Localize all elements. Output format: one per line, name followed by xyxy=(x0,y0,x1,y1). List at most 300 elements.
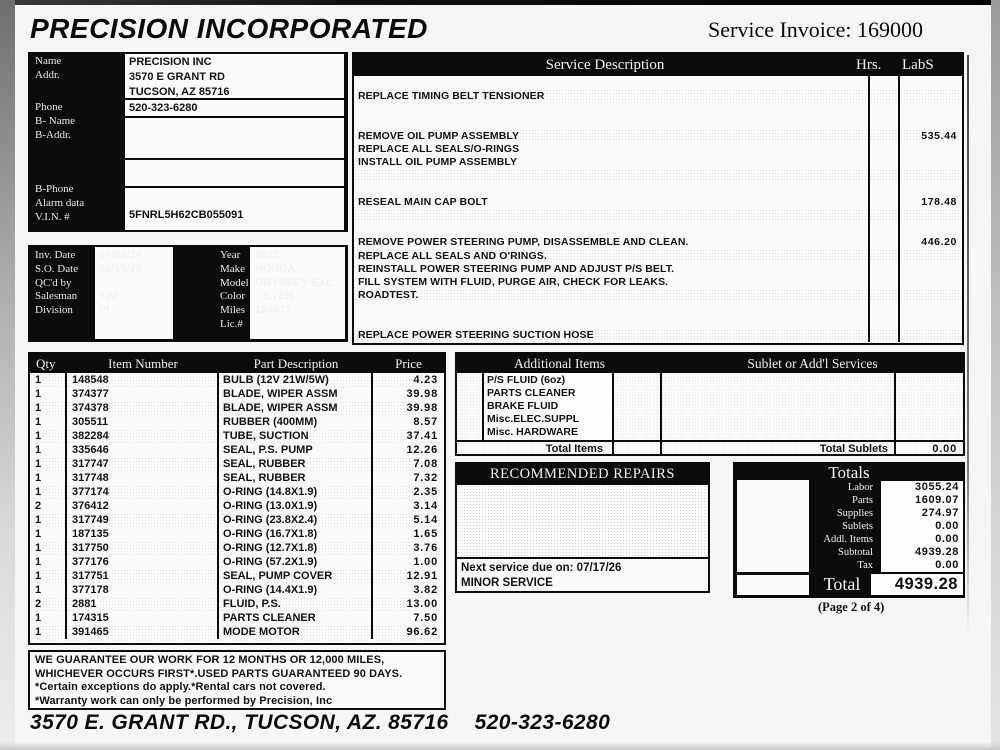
vehicle-left-labels xyxy=(35,249,78,318)
qty-column-header: Qty xyxy=(36,355,56,371)
additional-items-box xyxy=(455,352,965,456)
service-line-text: INSTALL OIL PUMP ASSEMBLY xyxy=(354,156,870,169)
part-description: O-RING (57.2X1.9) xyxy=(219,555,373,569)
part-price: 5.14 xyxy=(413,514,438,526)
table-row xyxy=(30,499,444,513)
part-price: 4.23 xyxy=(413,374,438,386)
service-description-box xyxy=(352,52,964,345)
additional-items-divider xyxy=(660,373,662,440)
service-line-text: REPLACE TIMING BELT TENSIONER xyxy=(354,89,870,102)
vehicle-field-value xyxy=(99,277,142,291)
part-description: BLADE, WIPER ASSM xyxy=(219,387,373,401)
service-line-labor-amount xyxy=(900,302,962,315)
additional-items-header xyxy=(457,354,963,373)
service-line-hours xyxy=(870,169,900,182)
part-item-number: 377174 xyxy=(67,485,219,499)
part-description: TUBE, SUCTION xyxy=(219,429,373,443)
part-qty: 1 xyxy=(30,513,67,527)
part-description: PARTS CLEANER xyxy=(219,611,373,625)
grand-total-value: 4939.28 xyxy=(871,574,963,595)
service-line-row xyxy=(354,129,962,142)
scan-edge-bottom xyxy=(0,742,1000,750)
vehicle-field-label: S.O. Date xyxy=(35,262,79,275)
part-price: 39.98 xyxy=(406,402,438,414)
service-table-header xyxy=(354,54,962,76)
service-line-row xyxy=(354,182,962,195)
service-line-labor-amount xyxy=(900,142,962,155)
service-line-labor-amount: 178.48 xyxy=(921,196,957,209)
additional-items-title: Additional Items xyxy=(513,355,606,371)
service-line-text xyxy=(354,182,870,195)
company-title: PRECISION INCORPORATED xyxy=(30,13,428,44)
part-item-number: 317747 xyxy=(67,457,219,471)
table-row xyxy=(30,597,444,611)
service-description-column-header: Service Description xyxy=(545,56,665,73)
service-line-labor-amount xyxy=(900,76,962,89)
vehicle-field-value: 2012 xyxy=(255,249,280,261)
vehicle-field-value: 01/15/26 xyxy=(99,262,142,275)
grand-total-label: Total xyxy=(823,573,861,594)
footer-phone: 520-323-6280 xyxy=(474,711,611,734)
addr-label: Addr. xyxy=(35,69,60,81)
part-qty: 2 xyxy=(30,499,67,513)
part-description: O-RING (12.7X1.8) xyxy=(219,541,373,555)
service-line-hours xyxy=(870,329,900,342)
scan-edge-top xyxy=(13,0,1000,5)
service-line-hours xyxy=(870,142,900,155)
table-row xyxy=(30,583,444,597)
total-items-label: Total Items xyxy=(545,443,603,455)
service-line-text xyxy=(354,103,870,116)
item-number-column-header: Item Number xyxy=(108,355,178,371)
customer-addr-line1: 3570 E GRANT RD xyxy=(129,71,225,83)
service-line-row xyxy=(354,302,962,315)
table-row xyxy=(30,457,444,471)
customer-phone: 520-323-6280 xyxy=(129,102,198,114)
part-qty: 1 xyxy=(30,541,67,555)
service-line-labor-amount xyxy=(900,116,962,129)
part-item-number: 174315 xyxy=(67,611,219,625)
part-item-number: 376412 xyxy=(67,499,219,513)
service-line-hours xyxy=(870,156,900,169)
part-qty: 1 xyxy=(30,457,67,471)
service-line-hours xyxy=(870,262,900,275)
service-line-row xyxy=(354,329,962,342)
part-item-number: 374378 xyxy=(67,401,219,415)
bill-name-label: B- Name xyxy=(35,115,76,127)
customer-info-box xyxy=(28,52,348,232)
service-line-labor-amount xyxy=(900,156,962,169)
service-line-hours xyxy=(870,222,900,235)
service-line-row xyxy=(354,89,962,102)
part-price: 3.76 xyxy=(413,542,438,554)
part-qty: 1 xyxy=(30,527,67,541)
service-line-text: REPLACE ALL SEALS AND O'RINGS. xyxy=(354,249,870,262)
guarantee-line: *Warranty work can only be performed by Precision, Inc xyxy=(35,694,333,707)
vehicle-field-label: Miles xyxy=(220,304,246,317)
hours-column-header: Hrs. xyxy=(856,56,882,73)
totals-row xyxy=(813,520,963,533)
totals-title: Totals xyxy=(828,463,870,482)
table-row xyxy=(30,401,444,415)
totals-row-label: Subtotal xyxy=(837,547,873,558)
service-line-labor-amount xyxy=(900,169,962,182)
part-item-number: 317751 xyxy=(67,569,219,583)
part-description: SEAL, PUMP COVER xyxy=(219,569,373,583)
part-qty: 1 xyxy=(30,625,67,639)
service-line-labor-amount xyxy=(900,182,962,195)
service-type-note: MINOR SERVICE xyxy=(461,577,553,589)
service-line-hours xyxy=(870,129,900,142)
vehicle-left-values xyxy=(99,249,142,318)
part-qty: 1 xyxy=(30,443,67,457)
part-qty: 1 xyxy=(30,401,67,415)
service-line-text xyxy=(354,116,870,129)
vehicle-field-label: Division xyxy=(35,304,73,317)
service-line-row xyxy=(354,315,962,328)
vehicle-info-box xyxy=(28,245,348,342)
total-sublets-label: Total Sublets xyxy=(819,443,888,455)
service-line-row xyxy=(354,76,962,89)
service-line-row xyxy=(354,169,962,182)
service-line-text: ROADTEST. xyxy=(354,289,870,302)
service-line-hours xyxy=(870,103,900,116)
additional-item: BRAKE FLUID xyxy=(487,399,559,412)
service-line-hours xyxy=(870,116,900,129)
service-line-hours xyxy=(870,182,900,195)
service-line-labor-amount: 446.20 xyxy=(921,236,957,249)
total-sublets-value: 0.00 xyxy=(932,443,957,455)
part-price: 8.57 xyxy=(413,416,438,428)
totals-row xyxy=(813,533,963,546)
vehicle-field-label: Inv. Date xyxy=(35,249,76,261)
totals-row-label: Addl. Items xyxy=(823,534,873,545)
totals-row xyxy=(813,494,963,507)
additional-item: Misc.ELEC.SUPPL xyxy=(487,413,580,426)
additional-item: PARTS CLEANER xyxy=(487,386,576,399)
service-line-labor-amount: 535.44 xyxy=(921,129,957,142)
name-label: Name xyxy=(35,55,62,67)
parts-rows xyxy=(30,373,444,639)
vehicle-field-value: TIM xyxy=(99,290,118,303)
service-line-labor-amount xyxy=(900,315,962,328)
vin-label: V.I.N. # xyxy=(35,211,70,223)
service-lines xyxy=(354,76,962,342)
part-price: 39.98 xyxy=(406,388,438,400)
vehicle-field-label: QC'd by xyxy=(35,276,72,289)
vin-value-box xyxy=(125,188,344,230)
service-line-labor-amount xyxy=(900,275,962,288)
service-line-text: REPLACE POWER STEERING SUCTION HOSE xyxy=(354,329,870,342)
part-item-number: 391465 xyxy=(67,625,219,639)
service-line-text: REPLACE ALL SEALS/O-RINGS xyxy=(354,142,870,155)
table-row xyxy=(30,611,444,625)
part-item-number: 377178 xyxy=(67,583,219,597)
vehicle-field-label: Lic.# xyxy=(220,317,243,330)
divider xyxy=(612,442,614,456)
totals-rows xyxy=(813,481,963,572)
recommended-repairs-box xyxy=(455,462,710,593)
vehicle-right-labels xyxy=(220,249,249,332)
guarantee-line: WHICHEVER OCCURS FIRST*.USED PARTS GUARANTEED 90 DAYS. xyxy=(35,667,403,680)
service-line-labor-amount xyxy=(900,249,962,262)
service-line-text xyxy=(354,302,870,315)
table-row xyxy=(30,485,444,499)
part-price: 13.00 xyxy=(406,598,438,610)
service-line-row xyxy=(354,116,962,129)
parts-table-filler xyxy=(30,639,444,646)
additional-item: P/S FLUID (6oz) xyxy=(487,373,566,386)
totals-box xyxy=(733,462,965,598)
table-row xyxy=(30,471,444,485)
grand-total-row xyxy=(813,573,963,595)
service-line-row xyxy=(354,209,962,222)
service-line-text: RESEAL MAIN CAP BOLT xyxy=(354,196,870,209)
table-row xyxy=(30,555,444,569)
totals-row xyxy=(813,481,963,494)
part-item-number: 2881 xyxy=(67,597,219,611)
service-line-labor-amount xyxy=(900,222,962,235)
totals-side-box-2 xyxy=(737,575,809,595)
customer-name-address-value xyxy=(125,54,344,98)
vehicle-field-value: HONDA xyxy=(255,262,296,275)
additional-items-body xyxy=(457,373,963,440)
totals-row xyxy=(813,507,963,520)
part-price: 7.08 xyxy=(413,458,438,470)
part-price: 12.91 xyxy=(406,570,438,582)
guarantee-line: WE GUARANTEE OUR WORK FOR 12 MONTHS OR 12,000 MILES, xyxy=(35,654,385,666)
vehicle-field-value: ODYSSEY EXL xyxy=(255,276,333,289)
part-price: 12.26 xyxy=(406,444,438,456)
service-line-hours xyxy=(870,196,900,209)
service-line-row xyxy=(354,222,962,235)
part-qty: 1 xyxy=(30,485,67,499)
part-price: 2.35 xyxy=(413,486,438,498)
service-line-text xyxy=(354,209,870,222)
part-description: O-RING (14.8X1.9) xyxy=(219,485,373,499)
part-qty: 1 xyxy=(30,555,67,569)
service-line-row xyxy=(354,262,962,275)
service-line-labor-amount xyxy=(900,209,962,222)
service-line-labor-amount xyxy=(900,329,962,342)
sublet-value-divider xyxy=(894,373,896,440)
table-row xyxy=(30,387,444,401)
divider xyxy=(660,442,662,456)
part-price: 7.50 xyxy=(413,612,438,624)
totals-row-value: 0.00 xyxy=(881,559,963,571)
labor-column-header: LabS xyxy=(902,56,934,73)
recommended-repairs-body xyxy=(457,485,708,557)
part-price: 1.00 xyxy=(413,556,438,568)
guarantee-box xyxy=(28,650,446,710)
part-price: 37.41 xyxy=(406,430,438,442)
part-item-number: 187135 xyxy=(67,527,219,541)
additional-items-list xyxy=(482,373,614,440)
phone-label: Phone xyxy=(35,101,63,113)
additional-item: Misc. HARDWARE xyxy=(487,426,579,439)
recommended-repairs-title: RECOMMENDED REPAIRS xyxy=(457,464,708,485)
page-number-note: (Page 2 of 4) xyxy=(818,600,885,614)
service-line-row xyxy=(354,289,962,302)
service-line-hours xyxy=(870,302,900,315)
part-price: 1.65 xyxy=(413,528,438,540)
part-description: O-RING (23.8X2.4) xyxy=(219,513,373,527)
part-description: SEAL, P.S. PUMP xyxy=(219,443,373,457)
service-line-row xyxy=(354,196,962,209)
part-price: 7.32 xyxy=(413,472,438,484)
part-price: 3.82 xyxy=(413,584,438,596)
vehicle-field-value: SILVER xyxy=(255,290,294,303)
next-service-due: Next service due on: 07/17/26 xyxy=(461,562,622,574)
part-qty: 1 xyxy=(30,611,67,625)
service-line-hours xyxy=(870,315,900,328)
service-line-hours xyxy=(870,76,900,89)
part-description: BULB (12V 21W/5W) xyxy=(219,373,373,387)
part-qty: 2 xyxy=(30,597,67,611)
service-line-labor-amount xyxy=(900,262,962,275)
totals-row-label: Sublets xyxy=(842,521,873,532)
part-item-number: 148548 xyxy=(67,373,219,387)
totals-row-label: Labor xyxy=(847,482,873,493)
service-line-text: REINSTALL POWER STEERING PUMP AND ADJUST P/S BELT. xyxy=(354,262,870,275)
vehicle-field-value: 01/29/26 xyxy=(99,249,142,261)
totals-row xyxy=(813,559,963,572)
part-description: O-RING (16.7X1.8) xyxy=(219,527,373,541)
parts-table-header xyxy=(30,354,444,373)
totals-row-value: 0.00 xyxy=(881,520,963,532)
service-line-row xyxy=(354,236,962,249)
part-description: SEAL, RUBBER xyxy=(219,471,373,485)
vehicle-field-label: Model xyxy=(220,276,249,289)
totals-row-value: 1609.07 xyxy=(881,494,963,506)
part-description: O-RING (14.4X1.9) xyxy=(219,583,373,597)
bill-addr-label: B-Addr. xyxy=(35,129,71,141)
vehicle-field-label: Color xyxy=(220,290,246,303)
scan-edge-left xyxy=(0,0,15,750)
vehicle-right-values xyxy=(255,249,332,332)
service-line-text xyxy=(354,169,870,182)
part-item-number: 317750 xyxy=(67,541,219,555)
service-line-hours xyxy=(870,289,900,302)
totals-row xyxy=(813,546,963,559)
part-price: 3.14 xyxy=(413,500,438,512)
bill-name-addr-empty-box xyxy=(125,118,344,158)
table-row xyxy=(30,429,444,443)
alarm-data-label: Alarm data xyxy=(35,197,85,209)
service-line-text xyxy=(354,76,870,89)
table-row xyxy=(30,373,444,387)
table-row xyxy=(30,443,444,457)
part-price: 96.62 xyxy=(406,626,438,638)
table-row xyxy=(30,541,444,555)
bill-phone-empty-box xyxy=(125,160,344,186)
additional-totals-row xyxy=(457,440,963,456)
table-row xyxy=(30,625,444,639)
service-line-text: FILL SYSTEM WITH FLUID, PURGE AIR, CHECK FOR LEAKS. xyxy=(354,275,870,288)
part-qty: 1 xyxy=(30,583,67,597)
sublet-services-title: Sublet or Add'l Services xyxy=(747,355,878,371)
service-line-hours xyxy=(870,249,900,262)
part-description: O-RING (13.0X1.9) xyxy=(219,499,373,513)
part-item-number: 317749 xyxy=(67,513,219,527)
footer-address-line xyxy=(30,711,610,735)
service-line-text xyxy=(354,222,870,235)
part-description: SEAL, RUBBER xyxy=(219,457,373,471)
price-column-header: Price xyxy=(395,355,422,371)
invoice-number: Service Invoice: 169000 xyxy=(708,17,924,42)
part-item-number: 305511 xyxy=(67,415,219,429)
service-line-row xyxy=(354,103,962,116)
guarantee-line: *Certain exceptions do apply.*Rental cars not covered. xyxy=(35,681,326,693)
totals-row-label: Parts xyxy=(852,495,873,506)
customer-addr-line2: TUCSON, AZ 85716 xyxy=(129,86,230,98)
part-qty: 1 xyxy=(30,429,67,443)
service-line-hours xyxy=(870,209,900,222)
service-line-labor-amount xyxy=(900,89,962,102)
parts-table xyxy=(28,352,446,645)
vin-value: 5FNRL5H62CB055091 xyxy=(129,209,244,221)
table-row xyxy=(30,513,444,527)
bill-phone-label: B-Phone xyxy=(35,183,74,195)
part-qty: 1 xyxy=(30,569,67,583)
scan-line-artifact xyxy=(967,55,969,635)
service-line-row xyxy=(354,249,962,262)
totals-row-label: Tax xyxy=(857,560,873,571)
totals-row-value: 274.97 xyxy=(881,507,963,519)
part-qty: 1 xyxy=(30,415,67,429)
service-line-text: REMOVE OIL PUMP ASSEMBLY xyxy=(354,129,870,142)
vehicle-field-value: 104877 xyxy=(255,304,292,317)
divider xyxy=(894,442,896,456)
table-row xyxy=(30,415,444,429)
table-row xyxy=(30,527,444,541)
vehicle-field-value: PI xyxy=(99,304,110,317)
customer-name: PRECISION INC xyxy=(129,56,212,68)
service-line-text: REMOVE POWER STEERING PUMP, DISASSEMBLE AND CLEAN. xyxy=(354,236,870,249)
service-line-labor-amount xyxy=(900,289,962,302)
totals-side-box xyxy=(737,480,809,572)
service-line-row xyxy=(354,156,962,169)
service-line-text xyxy=(354,315,870,328)
part-item-number: 374377 xyxy=(67,387,219,401)
service-line-row xyxy=(354,275,962,288)
next-service-section xyxy=(457,557,708,593)
service-line-hours xyxy=(870,275,900,288)
footer-address: 3570 E. GRANT RD., TUCSON, AZ. 85716 xyxy=(30,711,449,734)
totals-row-value: 4939.28 xyxy=(881,546,963,558)
totals-row-label: Supplies xyxy=(836,508,873,519)
vehicle-field-label: Make xyxy=(220,262,246,275)
part-qty: 1 xyxy=(30,471,67,485)
vehicle-field-label: Salesman xyxy=(35,290,78,303)
vehicle-field-label: Year xyxy=(220,249,241,261)
part-description: MODE MOTOR xyxy=(219,625,373,639)
scan-edge-right xyxy=(991,0,1000,750)
part-item-number: 382284 xyxy=(67,429,219,443)
totals-row-value: 3055.24 xyxy=(881,481,963,493)
part-item-number: 317748 xyxy=(67,471,219,485)
part-description: FLUID, P.S. xyxy=(219,597,373,611)
customer-phone-value xyxy=(125,100,344,116)
table-row xyxy=(30,569,444,583)
part-description-column-header: Part Description xyxy=(253,355,339,371)
service-line-hours xyxy=(870,89,900,102)
part-item-number: 335646 xyxy=(67,443,219,457)
part-description: BLADE, WIPER ASSM xyxy=(219,401,373,415)
part-description: RUBBER (400MM) xyxy=(219,415,373,429)
totals-row-value: 0.00 xyxy=(881,533,963,545)
part-qty: 1 xyxy=(30,387,67,401)
